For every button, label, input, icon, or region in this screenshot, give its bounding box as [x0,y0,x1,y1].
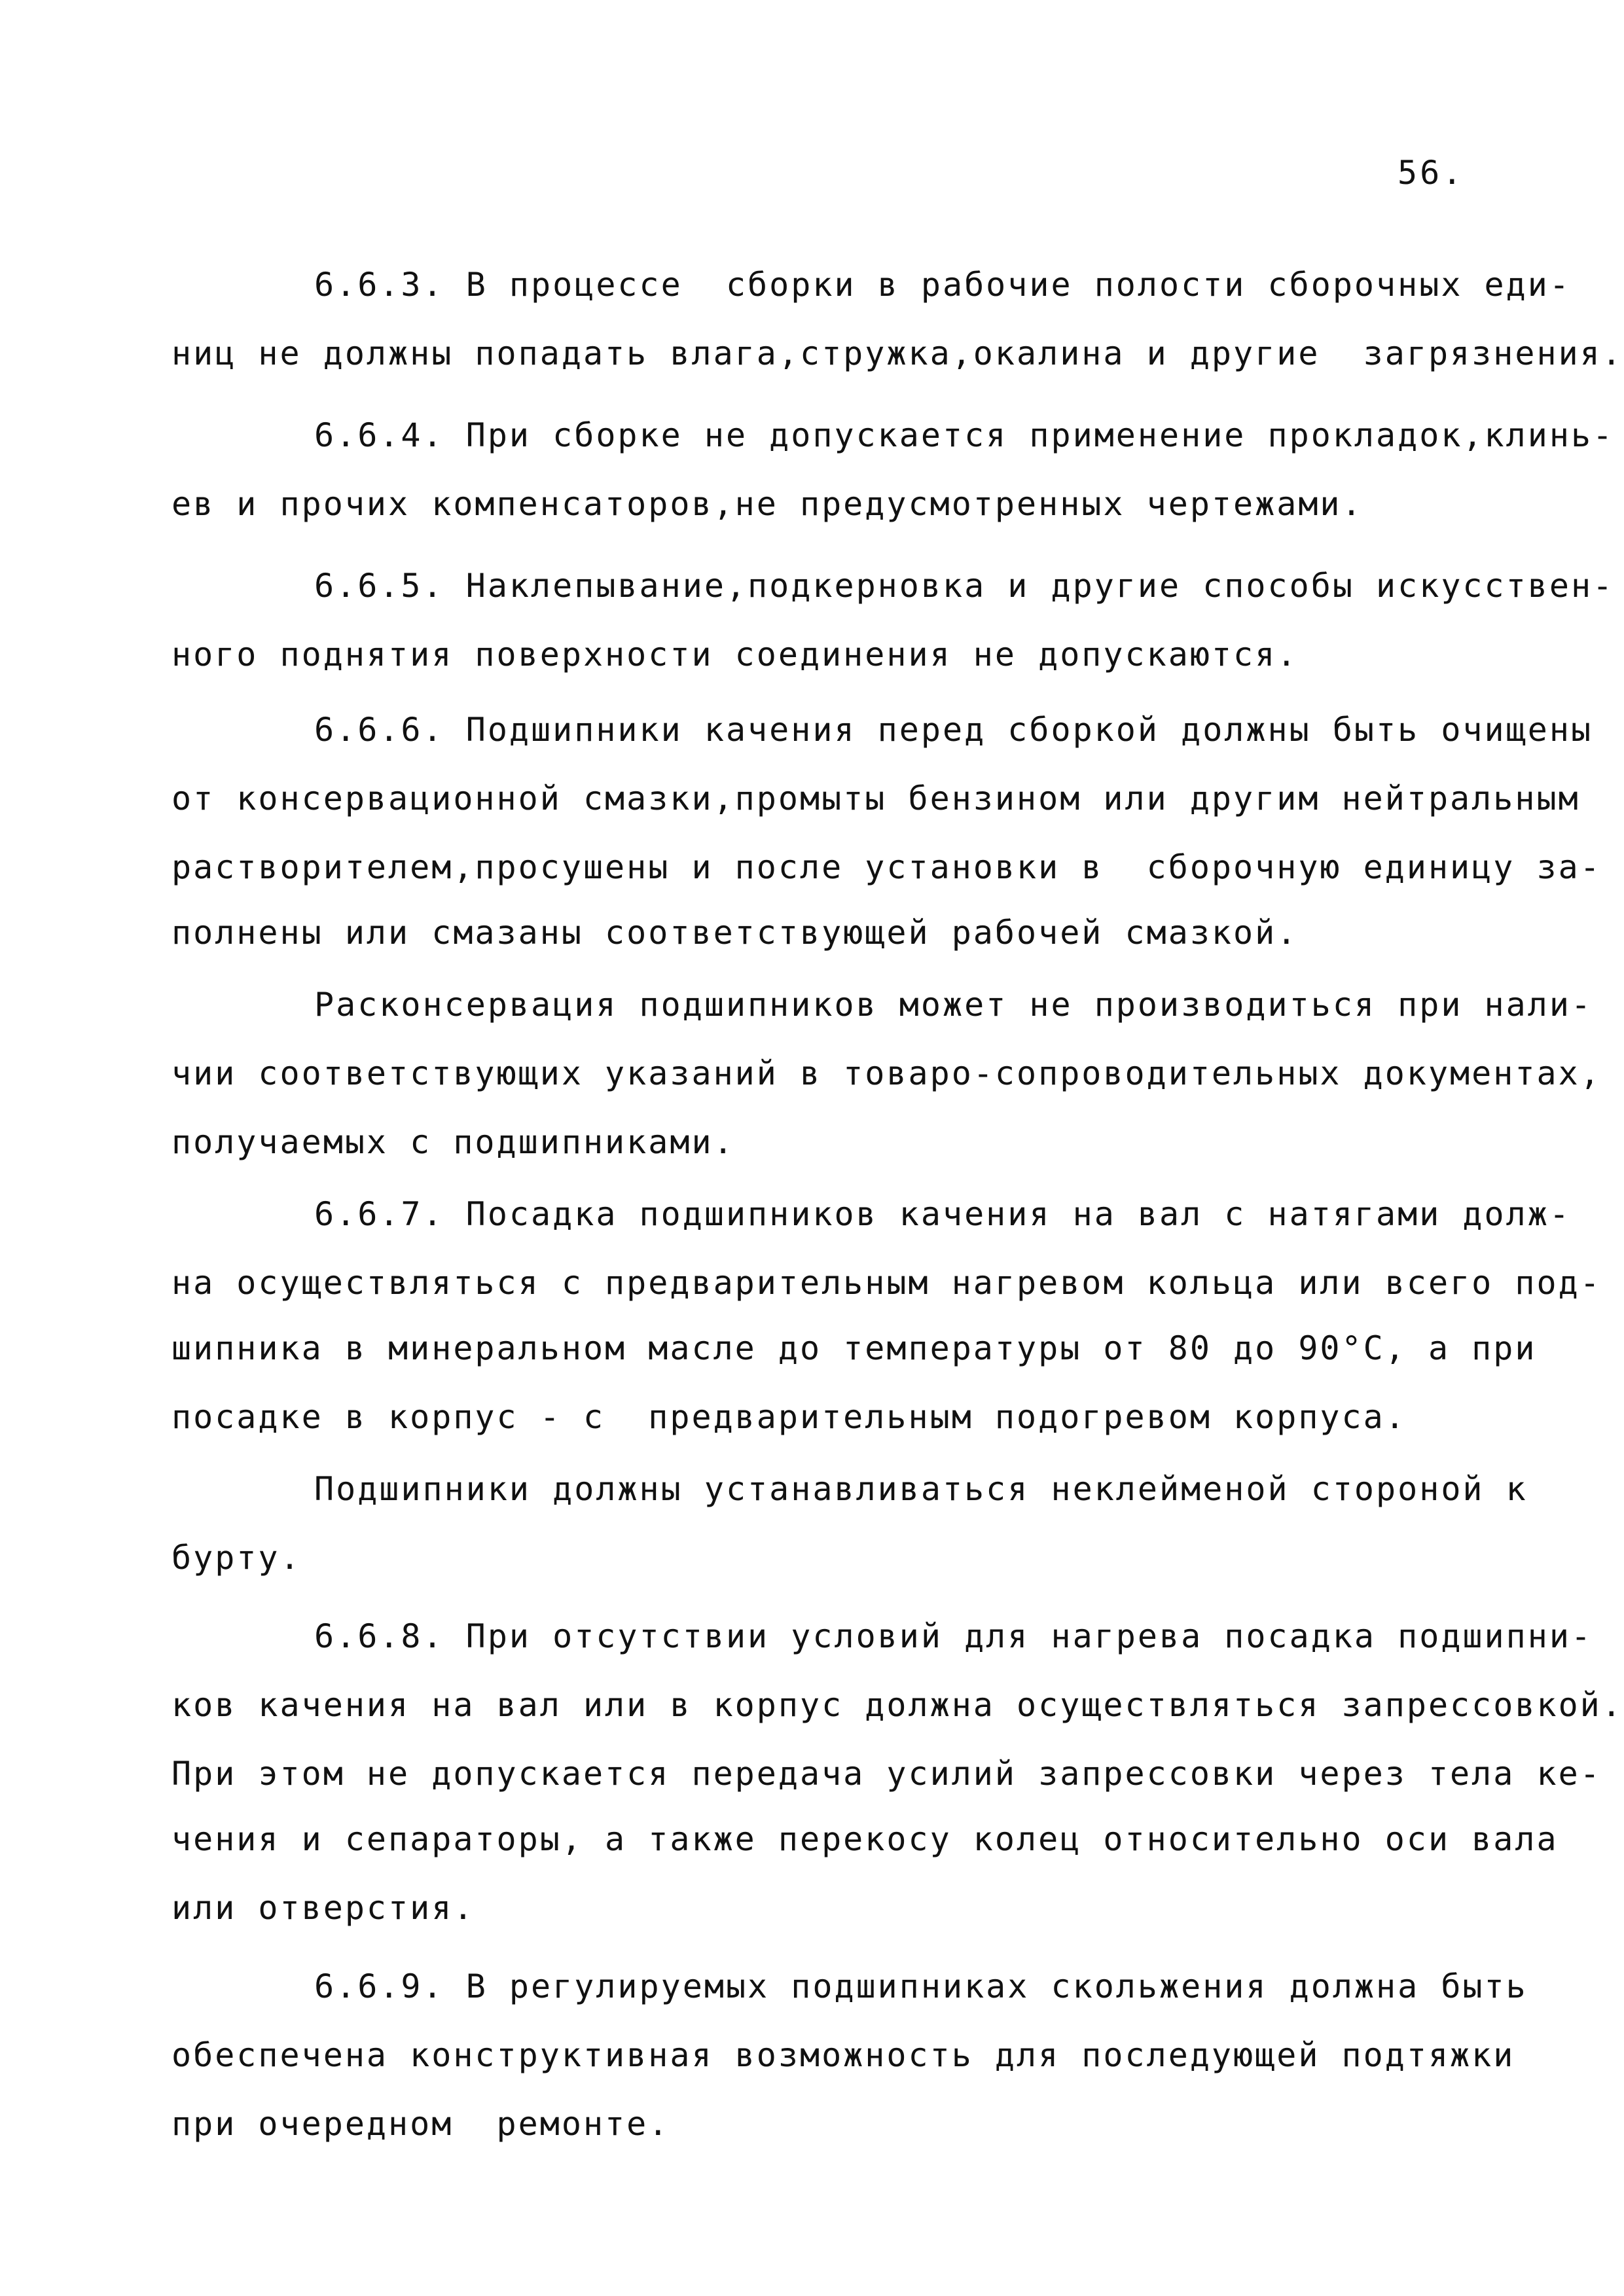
text-line: 6.6.5. Наклепывание,подкерновка и другие способы искусствен- [314,567,1615,605]
text-line: от консервационной смазки,промыты бензином или другим нейтральным [171,780,1580,817]
text-line: растворителем,просушены и после установки в сборочную единицу за- [171,848,1602,886]
text-line: ев и прочих компенсаторов,не предусмотренных чертежами. [171,485,1363,523]
text-line: полнены или смазаны соответствующей рабочей смазкой. [171,914,1299,952]
text-line: Подшипники должны устанавливаться неклейменой стороной к [314,1470,1528,1508]
text-line: на осуществляться с предварительным нагревом кольца или всего под- [171,1264,1602,1302]
text-line: чии соответствующих указаний в товаро-сопроводительных документах, [171,1054,1602,1092]
text-line: При этом не допускается передача усилий запрессовки через тела ке- [171,1755,1602,1793]
text-line: 6.6.3. В процессе сборки в рабочие полости сборочных еди- [314,266,1571,304]
text-line: 6.6.6. Подшипники качения перед сборкой должны быть очищены [314,711,1593,749]
text-line: ного поднятия поверхности соединения не допускаются. [171,636,1299,673]
text-line: бурту. [171,1539,302,1577]
text-line: 6.6.9. В регулируемых подшипниках скольжения должна быть [314,1967,1528,2005]
text-line: Расконсервация подшипников может не производиться при нали- [314,986,1593,1024]
text-line: обеспечена конструктивная возможность для последующей подтяжки [171,2036,1515,2074]
text-line: ков качения на вал или в корпус должна осуществляться запрессовкой. [171,1686,1623,1724]
text-line: посадке в корпус - с предварительным подогревом корпуса. [171,1398,1407,1436]
text-line: 6.6.4. При сборке не допускается применение прокладок,клинь- [314,416,1615,454]
text-line: чения и сепараторы, а также перекосу колец относительно оси вала [171,1820,1559,1858]
text-line: 6.6.7. Посадка подшипников качения на вал с натягами долж- [314,1195,1571,1233]
text-line: при очередном ремонте. [171,2105,670,2143]
text-line: 6.6.8. При отсутствии условий для нагрева посадка подшипни- [314,1617,1593,1655]
page-number: 56. [1398,154,1465,192]
text-line: получаемых с подшипниками. [171,1123,735,1161]
text-line: или отверстия. [171,1889,475,1927]
text-line: шипника в минеральном масле до температуры от 80 до 90°С, а при [171,1329,1537,1367]
text-line: ниц не должны попадать влага,стружка,окалина и другие загрязнения. [171,334,1623,372]
